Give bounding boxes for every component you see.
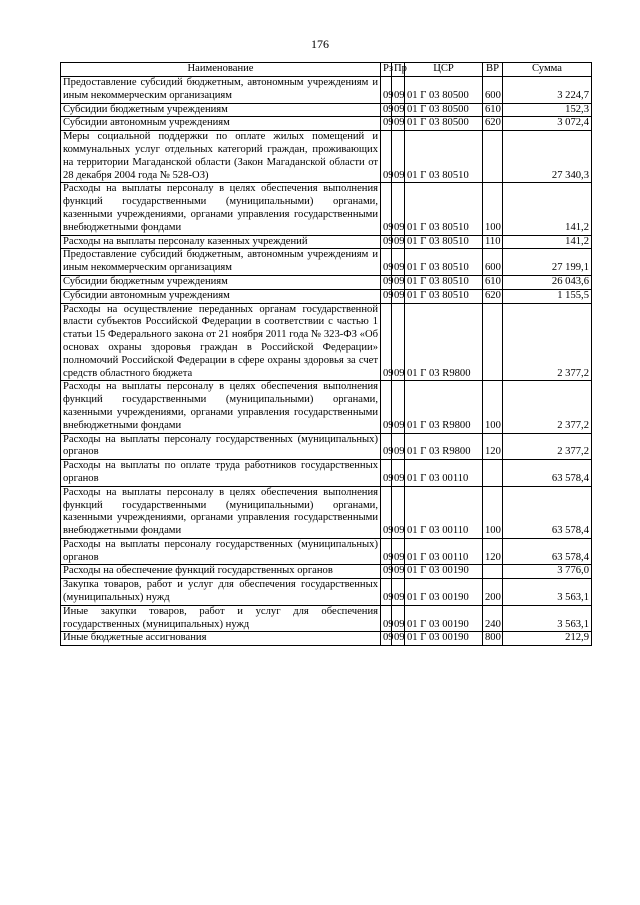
cell-rz: 09 <box>381 117 392 131</box>
budget-table <box>60 62 592 646</box>
cell-sum: 27 199,1 <box>503 249 592 276</box>
cell-name: Субсидии автономным учреждениям <box>61 117 381 131</box>
cell-sum: 1 155,5 <box>503 289 592 303</box>
cell-sum: 63 578,4 <box>503 538 592 565</box>
cell-vr: 610 <box>483 275 503 289</box>
table-row <box>61 131 592 183</box>
cell-sum: 63 578,4 <box>503 460 592 487</box>
table-row <box>61 538 592 565</box>
cell-sum: 3 776,0 <box>503 565 592 579</box>
cell-vr: 100 <box>483 381 503 433</box>
table-row <box>61 605 592 632</box>
cell-name: Предоставление субсидий бюджетным, автономным учреждениям и иным некоммерческим организациям <box>61 249 381 276</box>
cell-sum: 2 377,2 <box>503 433 592 460</box>
cell-pr: 09 <box>392 103 405 117</box>
header-csr: ЦСР <box>405 63 483 77</box>
cell-vr: 100 <box>483 183 503 235</box>
cell-rz: 09 <box>381 486 392 538</box>
header-vr: ВР <box>483 63 503 77</box>
table-row <box>61 433 592 460</box>
cell-pr: 09 <box>392 605 405 632</box>
table-body <box>61 77 592 646</box>
cell-rz: 09 <box>381 249 392 276</box>
cell-vr: 620 <box>483 117 503 131</box>
cell-rz: 09 <box>381 460 392 487</box>
cell-csr: 01 Г 03 80500 <box>405 103 483 117</box>
cell-pr: 09 <box>392 183 405 235</box>
cell-sum: 212,9 <box>503 632 592 646</box>
cell-rz: 09 <box>381 579 392 606</box>
cell-sum: 26 043,6 <box>503 275 592 289</box>
cell-name: Расходы на выплаты персоналу в целях обеспечения выполнения функций государственными (муниципальными) органами, казенными учреждениями, органами управления государственными внебюджетными фондами <box>61 183 381 235</box>
cell-vr <box>483 565 503 579</box>
cell-vr: 600 <box>483 77 503 104</box>
cell-sum: 2 377,2 <box>503 381 592 433</box>
cell-pr: 09 <box>392 275 405 289</box>
cell-name: Расходы на выплаты персоналу в целях обеспечения выполнения функций государственными (муниципальными) органами, казенными учреждениями, органами управления государственными внебюджетными фондами <box>61 486 381 538</box>
cell-rz: 09 <box>381 538 392 565</box>
cell-vr: 110 <box>483 235 503 249</box>
cell-name: Субсидии бюджетным учреждениям <box>61 103 381 117</box>
cell-sum: 3 563,1 <box>503 579 592 606</box>
cell-csr: 01 Г 03 80510 <box>405 289 483 303</box>
cell-csr: 01 Г 03 80510 <box>405 183 483 235</box>
cell-vr <box>483 303 503 381</box>
cell-pr: 09 <box>392 632 405 646</box>
cell-csr: 01 Г 03 80510 <box>405 275 483 289</box>
cell-name: Предоставление субсидий бюджетным, автономным учреждениям и иным некоммерческим организациям <box>61 77 381 104</box>
table-header-row <box>61 63 592 77</box>
cell-sum: 27 340,3 <box>503 131 592 183</box>
header-pr: Пр <box>392 63 405 77</box>
cell-csr: 01 Г 03 00110 <box>405 538 483 565</box>
table-row <box>61 303 592 381</box>
cell-name: Меры социальной поддержки по оплате жилых помещений и коммунальных услуг отдельных категорий граждан, проживающих на территории Магаданской области (Закон Магаданской области от 28 декабря 2004 года № 528-ОЗ) <box>61 131 381 183</box>
cell-pr: 09 <box>392 433 405 460</box>
table-row <box>61 460 592 487</box>
table-row <box>61 565 592 579</box>
cell-csr: 01 Г 03 80510 <box>405 235 483 249</box>
cell-pr: 09 <box>392 235 405 249</box>
cell-pr: 09 <box>392 538 405 565</box>
cell-sum: 141,2 <box>503 235 592 249</box>
cell-sum: 152,3 <box>503 103 592 117</box>
cell-pr: 09 <box>392 303 405 381</box>
cell-rz: 09 <box>381 433 392 460</box>
cell-rz: 09 <box>381 275 392 289</box>
cell-sum: 63 578,4 <box>503 486 592 538</box>
cell-csr: 01 Г 03 00190 <box>405 565 483 579</box>
table-row <box>61 289 592 303</box>
page-number: 176 <box>311 37 329 51</box>
cell-vr <box>483 460 503 487</box>
cell-rz: 09 <box>381 103 392 117</box>
cell-rz: 09 <box>381 605 392 632</box>
cell-name: Иные бюджетные ассигнования <box>61 632 381 646</box>
cell-csr: 01 Г 03 80500 <box>405 77 483 104</box>
cell-csr: 01 Г 03 80500 <box>405 117 483 131</box>
table-row <box>61 275 592 289</box>
cell-pr: 09 <box>392 579 405 606</box>
cell-pr: 09 <box>392 77 405 104</box>
header-name: Наименование <box>61 63 381 77</box>
cell-name: Расходы на выплаты персоналу государственных (муниципальных) органов <box>61 433 381 460</box>
table-row <box>61 381 592 433</box>
header-rz: Рз <box>381 63 392 77</box>
cell-rz: 09 <box>381 381 392 433</box>
cell-name: Расходы на осуществление переданных органам государственной власти субъектов Российской Федерации в соответствии с частью 1 статьи 15 Федерального закона от 21 ноября 2011 года № 323-ФЗ «Об основах охраны здоровья граждан в Российской Федерации» полномочий Российской Федерации в сфере охраны здоровья за счет средств областного бюджета <box>61 303 381 381</box>
cell-name: Субсидии бюджетным учреждениям <box>61 275 381 289</box>
cell-csr: 01 Г 03 00190 <box>405 605 483 632</box>
table-row <box>61 579 592 606</box>
table-row <box>61 632 592 646</box>
cell-vr: 800 <box>483 632 503 646</box>
cell-rz: 09 <box>381 131 392 183</box>
cell-pr: 09 <box>392 131 405 183</box>
cell-sum: 2 377,2 <box>503 303 592 381</box>
cell-sum: 141,2 <box>503 183 592 235</box>
cell-name: Расходы на выплаты персоналу казенных учреждений <box>61 235 381 249</box>
table-row <box>61 183 592 235</box>
table-row <box>61 103 592 117</box>
cell-csr: 01 Г 03 80510 <box>405 249 483 276</box>
cell-name: Иные закупки товаров, работ и услуг для обеспечения государственных (муниципальных) нужд <box>61 605 381 632</box>
cell-pr: 09 <box>392 381 405 433</box>
cell-rz: 09 <box>381 565 392 579</box>
cell-csr: 01 Г 03 00110 <box>405 460 483 487</box>
cell-vr: 610 <box>483 103 503 117</box>
cell-rz: 09 <box>381 289 392 303</box>
cell-vr: 120 <box>483 538 503 565</box>
cell-rz: 09 <box>381 77 392 104</box>
table-row <box>61 117 592 131</box>
cell-rz: 09 <box>381 235 392 249</box>
cell-pr: 09 <box>392 565 405 579</box>
cell-csr: 01 Г 03 00110 <box>405 486 483 538</box>
cell-sum: 3 563,1 <box>503 605 592 632</box>
cell-csr: 01 Г 03 00190 <box>405 632 483 646</box>
cell-vr: 120 <box>483 433 503 460</box>
cell-pr: 09 <box>392 289 405 303</box>
cell-name: Закупка товаров, работ и услуг для обеспечения государственных (муниципальных) нужд <box>61 579 381 606</box>
table-row <box>61 249 592 276</box>
cell-csr: 01 Г 03 R9800 <box>405 433 483 460</box>
cell-pr: 09 <box>392 249 405 276</box>
cell-vr: 200 <box>483 579 503 606</box>
cell-csr: 01 Г 03 R9800 <box>405 381 483 433</box>
cell-name: Расходы на выплаты персоналу в целях обеспечения выполнения функций государственными (муниципальными) органами, казенными учреждениями, органами управления государственными внебюджетными фондами <box>61 381 381 433</box>
cell-rz: 09 <box>381 183 392 235</box>
cell-name: Расходы на выплаты персоналу государственных (муниципальных) органов <box>61 538 381 565</box>
cell-pr: 09 <box>392 117 405 131</box>
cell-csr: 01 Г 03 80510 <box>405 131 483 183</box>
cell-vr <box>483 131 503 183</box>
cell-vr: 240 <box>483 605 503 632</box>
cell-sum: 3 072,4 <box>503 117 592 131</box>
cell-name: Расходы на выплаты по оплате труда работников государственных органов <box>61 460 381 487</box>
table-row <box>61 77 592 104</box>
cell-sum: 3 224,7 <box>503 77 592 104</box>
table-row <box>61 235 592 249</box>
cell-csr: 01 Г 03 R9800 <box>405 303 483 381</box>
cell-name: Расходы на обеспечение функций государственных органов <box>61 565 381 579</box>
header-sum: Сумма <box>503 63 592 77</box>
cell-pr: 09 <box>392 486 405 538</box>
cell-vr: 600 <box>483 249 503 276</box>
cell-csr: 01 Г 03 00190 <box>405 579 483 606</box>
cell-pr: 09 <box>392 460 405 487</box>
cell-rz: 09 <box>381 632 392 646</box>
table-row <box>61 486 592 538</box>
cell-name: Субсидии автономным учреждениям <box>61 289 381 303</box>
cell-rz: 09 <box>381 303 392 381</box>
cell-vr: 620 <box>483 289 503 303</box>
cell-vr: 100 <box>483 486 503 538</box>
